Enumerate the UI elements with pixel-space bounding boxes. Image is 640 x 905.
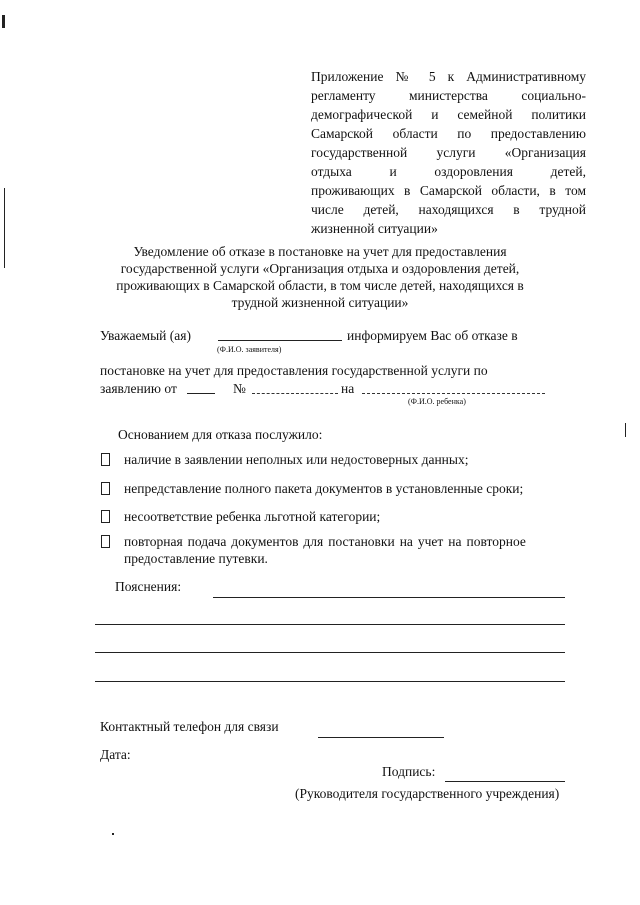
appendix-line: отдыха и оздоровления детей, (311, 164, 586, 179)
explanation-field-1[interactable] (213, 597, 565, 598)
contact-label: Контактный телефон для связи (100, 719, 279, 734)
signature-field[interactable] (445, 781, 565, 782)
reason-checkbox-2[interactable] (101, 482, 110, 495)
statement-date-field[interactable] (187, 393, 215, 394)
child-caption: (Ф.И.О. ребенка) (408, 397, 466, 406)
applicant-caption: (Ф.И.О. заявителя) (217, 345, 282, 354)
reason-checkbox-1[interactable] (101, 453, 110, 466)
appendix-line: числе детей, находящихся в трудной (311, 202, 586, 217)
appendix-line: Приложение № 5 к Административному (311, 69, 586, 84)
explanation-field-3[interactable] (95, 652, 565, 653)
signature-caption: (Руководителя государственного учреждения) (295, 786, 560, 801)
applicant-name-field[interactable] (218, 340, 342, 341)
child-name-field[interactable] (362, 393, 545, 394)
contact-phone-field[interactable] (318, 737, 444, 738)
reason-text-3: несоответствие ребенка льготной категории; (124, 509, 381, 524)
body-line-2: постановке на учет для предоставления государственной услуги по (100, 363, 488, 378)
appendix-line: демографической и семейной политики (311, 107, 586, 122)
inform-text: информируем Вас об отказе в (347, 328, 518, 343)
appendix-line: проживающих в Самарской области, в том (311, 183, 586, 198)
title-line: проживающих в Самарской области, в том числе детей, находящихся в (116, 278, 524, 293)
number-sign: № (233, 381, 246, 396)
scan-mark-right (625, 423, 626, 437)
scan-mark-left (4, 188, 5, 268)
explanation-field-4[interactable] (95, 681, 565, 682)
reason-text-2: непредставление полного пакета документов в установленные сроки; (124, 481, 524, 496)
notice-title (100, 243, 540, 311)
appendix-line: регламенту министерства социально- (311, 88, 586, 103)
on-label: на (341, 381, 355, 396)
reasons-heading: Основанием для отказа послужило: (118, 427, 323, 442)
date-label: Дата: (100, 747, 131, 762)
appendix-line: жизненной ситуации» (311, 221, 438, 236)
title-line: Уведомление об отказе в постановке на учет для предоставления (133, 244, 507, 259)
statement-number-field[interactable] (252, 393, 338, 394)
greeting-label: Уважаемый (ая) (100, 328, 191, 343)
reason-checkbox-3[interactable] (101, 510, 110, 523)
title-line: государственной услуги «Организация отдыха и оздоровления детей, (120, 261, 520, 276)
scan-mark-top (2, 15, 5, 28)
reason-text-1: наличие в заявлении неполных или недостоверных данных; (124, 452, 469, 467)
explanations-label: Пояснения: (115, 579, 182, 594)
reason-text-4-cont: предоставление путевки. (124, 551, 268, 566)
explanation-field-2[interactable] (95, 624, 565, 625)
appendix-note (311, 67, 586, 238)
scan-speck (112, 833, 114, 835)
appendix-line: Самарской области по предоставлению (311, 126, 586, 141)
statement-from-label: заявлению от (100, 381, 177, 396)
reason-text-4: повторная подача документов для постановки на учет на повторное (124, 534, 526, 549)
title-line: трудной жизненной ситуации» (231, 295, 409, 310)
reason-checkbox-4[interactable] (101, 535, 110, 548)
appendix-line: государственной услуги «Организация (311, 145, 586, 160)
signature-label: Подпись: (382, 764, 436, 779)
